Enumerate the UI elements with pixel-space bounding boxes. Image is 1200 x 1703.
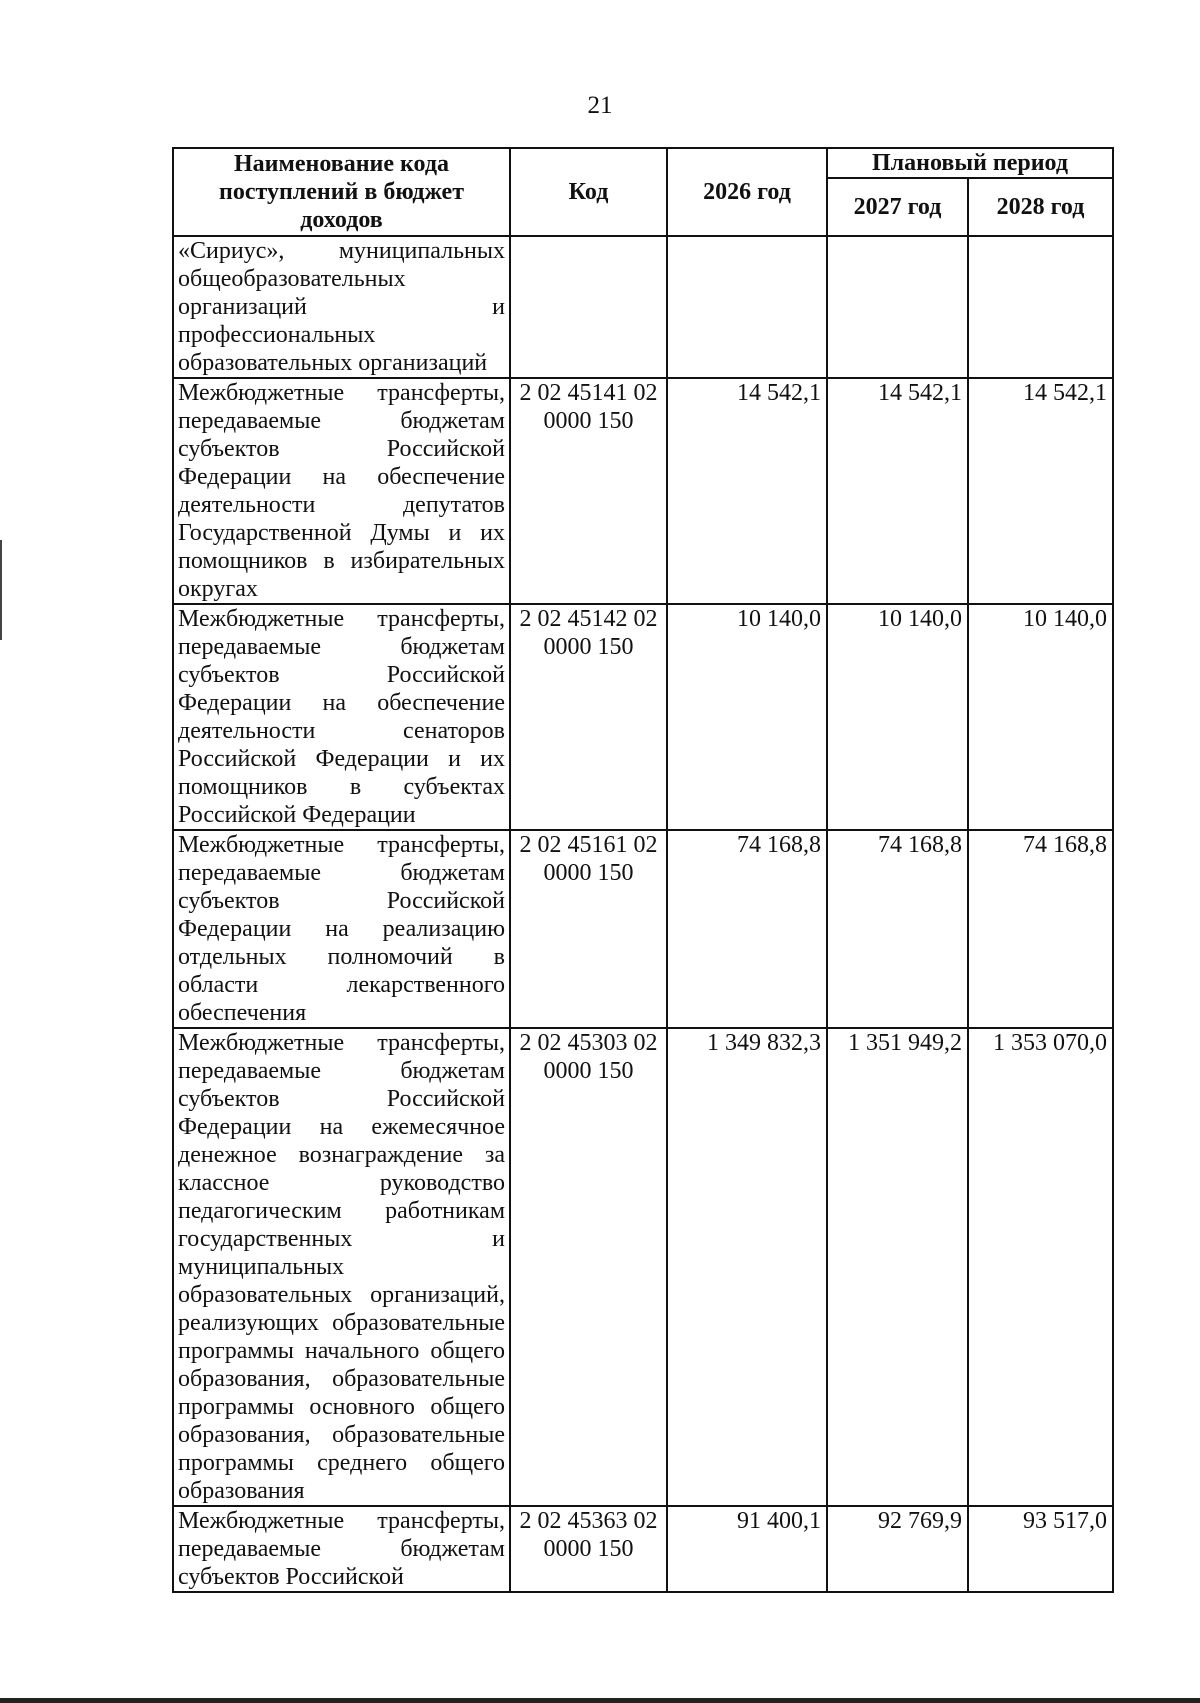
- row-value-2028: 74 168,8: [968, 830, 1113, 1028]
- row-value-2026: 14 542,1: [667, 378, 827, 604]
- row-value-2026: 10 140,0: [667, 604, 827, 830]
- row-code: 2 02 45161 02 0000 150: [510, 830, 667, 1028]
- row-value-2028: [968, 236, 1113, 378]
- row-value-2026: 1 349 832,3: [667, 1028, 827, 1506]
- row-code: 2 02 45142 02 0000 150: [510, 604, 667, 830]
- row-name: Межбюджетные трансферты, передаваемые бюджетам субъектов Российской Федерации на обеспечение деятельности сенаторов Российской Федерации и их помощников в субъектах Российской Федерации: [173, 604, 510, 830]
- row-name: Межбюджетные трансферты, передаваемые бюджетам субъектов Российской Федерации на реализацию отдельных полномочий в области лекарственного обеспечения: [173, 830, 510, 1028]
- table-header: [173, 148, 1113, 236]
- row-name: Межбюджетные трансферты, передаваемые бюджетам субъектов Российской Федерации на ежемесячное денежное вознаграждение за классное руководство педагогическим работникам государственных и муниципальных образовательных организаций, реализующих образовательные программы начального общего образования, образовательные программы основного общего образования, образовательные программы среднего общего образования: [173, 1028, 510, 1506]
- row-name: Межбюджетные трансферты, передаваемые бюджетам субъектов Российской Федерации на обеспечение деятельности депутатов Государственной Думы и их помощников в избирательных округах: [173, 378, 510, 604]
- row-value-2026: [667, 236, 827, 378]
- row-code: 2 02 45363 02 0000 150: [510, 1506, 667, 1592]
- header-planned-period: Плановый период: [827, 148, 1113, 178]
- scan-bottom-edge: [0, 1698, 1200, 1703]
- row-value-2026: 74 168,8: [667, 830, 827, 1028]
- row-name: «Сириус», муниципальных общеобразовательных организаций и профессиональных образовательных организаций: [173, 236, 510, 378]
- table-row: [173, 604, 1113, 830]
- header-year-2027: 2027 год: [827, 178, 968, 236]
- table-body: [173, 236, 1113, 1592]
- row-value-2026: 91 400,1: [667, 1506, 827, 1592]
- header-code: Код: [510, 148, 667, 236]
- row-value-2027: 74 168,8: [827, 830, 968, 1028]
- table-row: [173, 1028, 1113, 1506]
- page-number: 21: [587, 92, 613, 119]
- row-value-2027: 10 140,0: [827, 604, 968, 830]
- row-code: 2 02 45303 02 0000 150: [510, 1028, 667, 1506]
- row-code: [510, 236, 667, 378]
- row-code: 2 02 45141 02 0000 150: [510, 378, 667, 604]
- row-value-2027: 92 769,9: [827, 1506, 968, 1592]
- row-value-2028: 14 542,1: [968, 378, 1113, 604]
- table-row: [173, 378, 1113, 604]
- header-name: Наименование кода поступлений в бюджет доходов: [173, 148, 510, 236]
- header-year-2026: 2026 год: [667, 148, 827, 236]
- row-value-2027: 14 542,1: [827, 378, 968, 604]
- row-value-2028: 93 517,0: [968, 1506, 1113, 1592]
- table-row: [173, 1506, 1113, 1592]
- row-value-2028: 10 140,0: [968, 604, 1113, 830]
- row-value-2027: [827, 236, 968, 378]
- row-value-2028: 1 353 070,0: [968, 1028, 1113, 1506]
- header-year-2028: 2028 год: [968, 178, 1113, 236]
- scan-edge-mark: [0, 540, 2, 640]
- table-row: [173, 830, 1113, 1028]
- row-value-2027: 1 351 949,2: [827, 1028, 968, 1506]
- row-name: Межбюджетные трансферты, передаваемые бюджетам субъектов Российской: [173, 1506, 510, 1592]
- table-row: [173, 236, 1113, 378]
- revenue-table: [172, 147, 1114, 1593]
